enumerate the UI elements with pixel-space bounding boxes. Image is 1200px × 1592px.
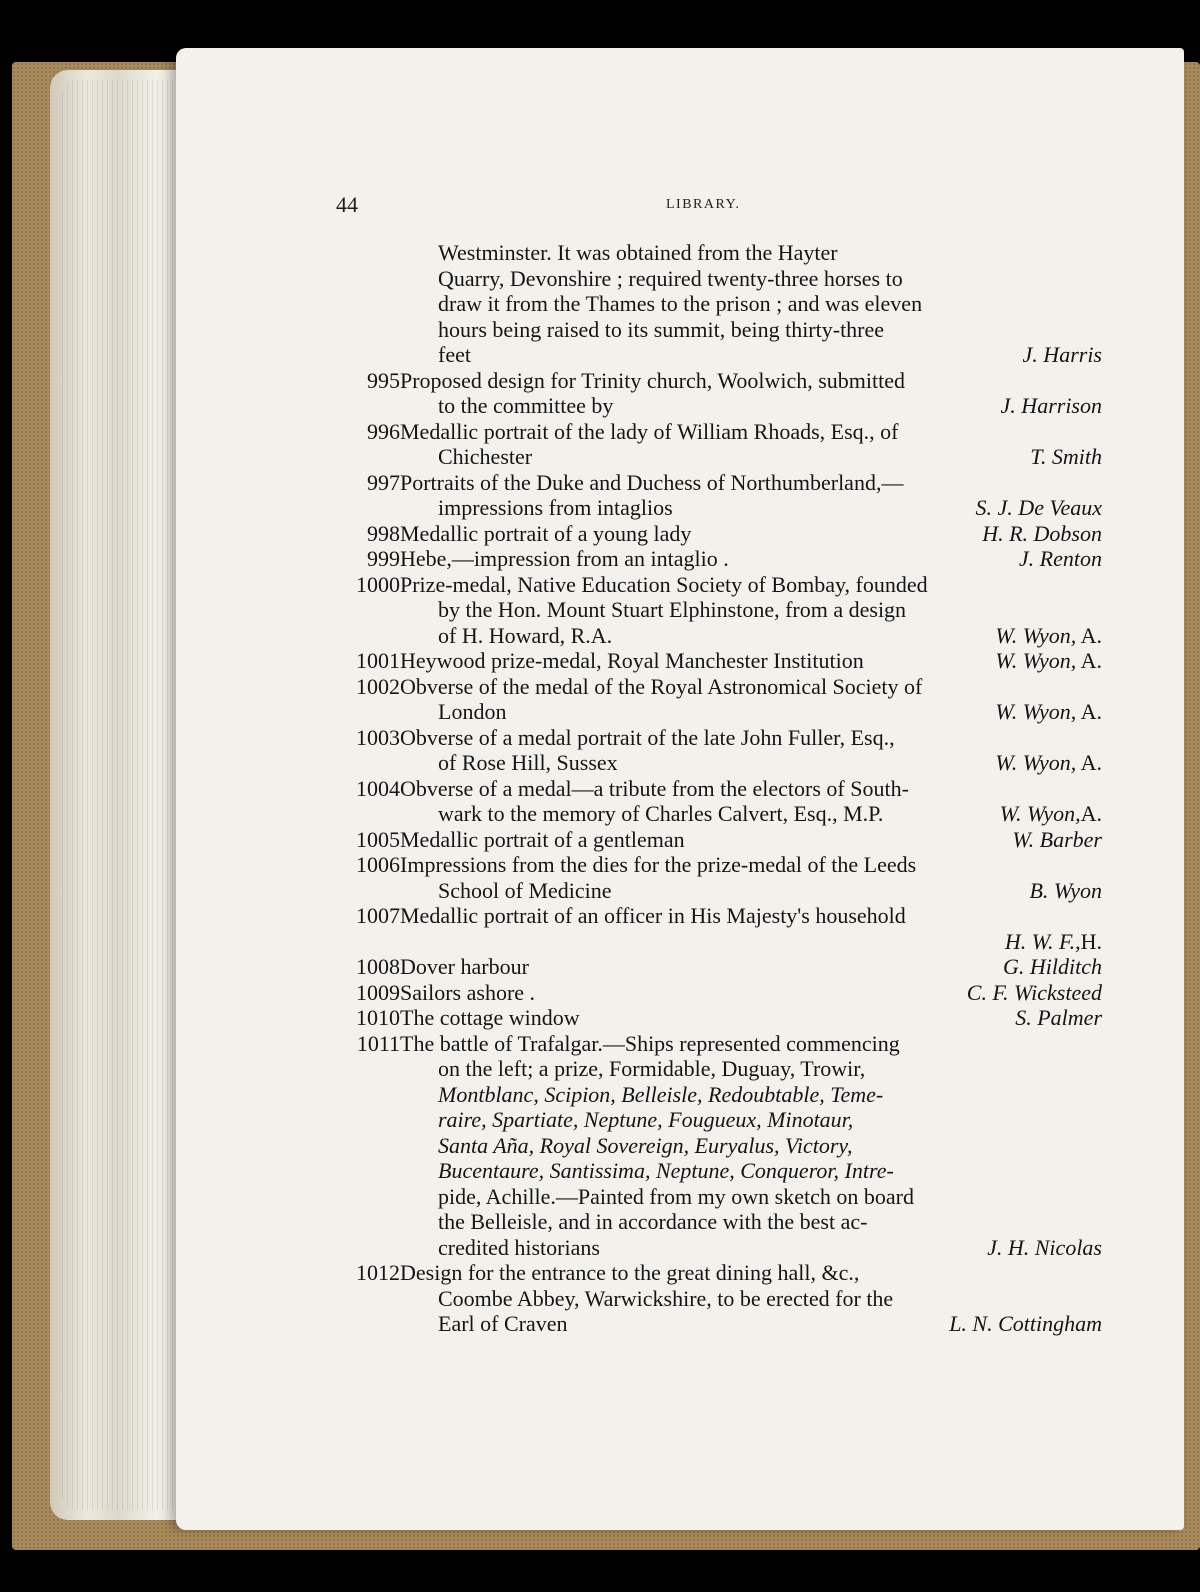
artist-name: W. Wyon,	[995, 699, 1077, 724]
entry-artist	[1019, 546, 1102, 572]
catalogue-line	[336, 776, 1102, 802]
catalogue-line	[336, 393, 1102, 419]
artist-suffix: H.	[1080, 928, 1102, 954]
catalogue-line	[336, 1235, 1102, 1261]
artist-name: S. J. De Veaux	[975, 495, 1102, 520]
entry-number: 998	[367, 520, 400, 546]
entry-artist	[1029, 878, 1102, 904]
artist-suffix: A.	[1076, 699, 1102, 724]
catalogue-line	[336, 1082, 1102, 1108]
catalogue-line	[336, 470, 1102, 496]
catalogue-line	[336, 827, 1102, 853]
entry-text: Earl of Craven	[438, 1311, 568, 1336]
catalogue-line	[336, 317, 1102, 343]
entry-number: 1008	[356, 954, 400, 979]
entry-text: School of Medicine	[438, 877, 612, 903]
entry-text: draw it from the Thames to the prison ; and was eleven	[438, 291, 923, 316]
entry-text: Impressions from the dies for the prize-medal of the Leeds	[400, 852, 917, 877]
entry-number: 1007	[356, 903, 400, 928]
entry-number: 1009	[356, 979, 400, 1005]
entry-text: Quarry, Devonshire ; required twenty-three horses to	[438, 265, 903, 291]
entry-text: on the left; a prize, Formidable, Duguay, Trowir,	[438, 1056, 866, 1081]
entry-text: impressions from intaglios	[438, 495, 673, 520]
catalogue-line	[336, 266, 1102, 292]
entry-text: raire, Spartiate, Neptune, Fougueux, Minotaur,	[438, 1107, 854, 1132]
entry-text: Design for the entrance to the great dining hall, &c.,	[400, 1260, 860, 1285]
catalogue-line	[336, 1311, 1102, 1337]
entry-number: 1011	[356, 1030, 400, 1056]
entry-artist	[967, 980, 1102, 1006]
entry-artist	[995, 623, 1102, 649]
entry-number: 997	[367, 469, 400, 495]
entry-artist	[987, 1235, 1102, 1261]
entry-text: Portraits of the Duke and Duchess of Northumberland,—	[400, 469, 904, 495]
entry-artist	[1001, 393, 1102, 419]
entry-number: 1003	[356, 724, 400, 750]
entry-text: London	[438, 699, 507, 724]
entry-artist	[1023, 342, 1102, 368]
entry-text: Obverse of a medal—a tribute from the electors of South-	[400, 775, 909, 801]
artist-name: S. Palmer	[1015, 1005, 1102, 1030]
entry-text: by the Hon. Mount Stuart Elphinstone, from a design	[438, 597, 907, 622]
entry-artist	[995, 699, 1102, 725]
entry-number: 1012	[356, 1260, 400, 1285]
entry-text: Montblanc, Scipion, Belleisle, Redoubtable, Teme-	[438, 1081, 884, 1107]
artist-name: B. Wyon	[1029, 877, 1102, 903]
catalogue-line	[336, 419, 1102, 445]
artist-name: G. Hilditch	[1003, 954, 1102, 979]
catalogue-line	[336, 1005, 1102, 1031]
entry-number: 1006	[356, 852, 400, 877]
entry-text: wark to the memory of Charles Calvert, Esq., M.P.	[438, 801, 884, 826]
catalogue-line	[336, 852, 1102, 878]
entry-text: Prize-medal, Native Education Society of Bombay, founded	[400, 571, 928, 597]
catalogue-line	[336, 240, 1102, 266]
catalogue-line	[336, 521, 1102, 547]
entry-text: of H. Howard, R.A.	[438, 622, 613, 648]
catalogue-line	[336, 1107, 1102, 1133]
artist-name: L. N. Cottingham	[949, 1311, 1102, 1336]
catalogue-line	[336, 1056, 1102, 1082]
entry-text: Obverse of the medal of the Royal Astronomical Society of	[400, 673, 923, 699]
entry-number: 999	[367, 546, 400, 571]
page-header	[336, 192, 1066, 222]
artist-name: C. F. Wicksteed	[966, 979, 1102, 1005]
artist-name: W. Wyon,	[999, 801, 1081, 826]
artist-name: W. Wyon,	[995, 622, 1077, 648]
artist-name: J. Harris	[1022, 342, 1102, 367]
entry-number: 1002	[356, 673, 400, 699]
entry-number: 1001	[356, 648, 400, 673]
catalogue-line	[336, 623, 1102, 649]
artist-name: W. Wyon,	[995, 750, 1077, 775]
entry-text: Coombe Abbey, Warwickshire, to be erected for the	[438, 1285, 894, 1311]
catalogue-line	[336, 929, 1102, 955]
entry-text: Obverse of a medal portrait of the late John Fuller, Esq.,	[400, 724, 895, 750]
entry-number: 1005	[356, 826, 400, 852]
artist-suffix: A.	[1076, 648, 1102, 673]
catalogue-line	[336, 699, 1102, 725]
catalogue-line	[336, 1031, 1102, 1057]
catalogue-line	[336, 1158, 1102, 1184]
entry-text: feet	[438, 342, 471, 367]
catalogue-line	[336, 495, 1102, 521]
catalogue-line	[336, 801, 1102, 827]
entry-text: Sailors ashore .	[400, 979, 536, 1005]
entry-artist	[995, 750, 1102, 776]
entry-text: Chichester	[438, 444, 533, 469]
entry-text: Proposed design for Trinity church, Woolwich, submitted	[400, 367, 906, 393]
entry-text: Medallic portrait of an officer in His Majesty's household	[400, 903, 906, 928]
entry-number: 1010	[356, 1005, 400, 1030]
catalogue-line	[336, 444, 1102, 470]
entry-artist	[976, 495, 1102, 521]
entry-artist	[1000, 801, 1102, 827]
entry-text: of Rose Hill, Sussex	[438, 750, 618, 775]
entry-text: Medallic portrait of a gentleman	[400, 826, 685, 852]
entry-text: The cottage window	[400, 1005, 580, 1030]
entry-number: 995	[367, 367, 400, 393]
catalogue-line	[336, 878, 1102, 904]
catalogue-line	[336, 903, 1102, 929]
catalogue-line	[336, 1184, 1102, 1210]
catalogue-line	[336, 546, 1102, 572]
catalogue-line	[336, 1260, 1102, 1286]
entry-text: Santa Aña, Royal Sovereign, Euryalus, Victory,	[438, 1132, 853, 1158]
entry-text: Heywood prize-medal, Royal Manchester Institution	[400, 648, 864, 673]
entry-text: Hebe,—impression from an intaglio .	[400, 546, 729, 571]
page-number: 44	[336, 192, 358, 217]
catalogue-line	[336, 980, 1102, 1006]
catalogue-line	[336, 597, 1102, 623]
running-head: LIBRARY.	[666, 197, 741, 212]
artist-name: W. Wyon,	[995, 648, 1077, 673]
entry-artist	[1012, 827, 1102, 853]
artist-name: J. H. Nicolas	[987, 1234, 1102, 1260]
entry-artist	[1005, 929, 1102, 955]
entry-text: The battle of Trafalgar.—Ships represented commencing	[400, 1030, 900, 1056]
entry-text: hours being raised to its summit, being thirty-three	[438, 316, 885, 342]
catalogue-line	[336, 725, 1102, 751]
catalogue-line	[336, 674, 1102, 700]
catalogue-line	[336, 1209, 1102, 1235]
entry-artist	[1003, 954, 1102, 980]
artist-name: W. Barber	[1012, 826, 1102, 852]
catalogue-line	[336, 750, 1102, 776]
artist-name: H. W. F.,	[1004, 928, 1081, 954]
catalogue-entries	[336, 240, 1102, 1337]
entry-artist	[995, 648, 1102, 674]
artist-suffix: A.	[1076, 750, 1102, 775]
catalogue-line	[336, 648, 1102, 674]
artist-name: T. Smith	[1030, 444, 1102, 469]
entry-text: Medallic portrait of the lady of William Rhoads, Esq., of	[400, 418, 899, 444]
artist-name: H. R. Dobson	[982, 520, 1102, 546]
artist-suffix: A.	[1076, 622, 1102, 648]
catalogue-line	[336, 291, 1102, 317]
entry-text: to the committee by	[438, 393, 614, 418]
page-edge-texture	[62, 80, 192, 1510]
entry-artist	[982, 521, 1102, 547]
entry-number: 1004	[356, 775, 400, 801]
artist-name: J. Harrison	[1000, 393, 1102, 418]
catalogue-line	[336, 1286, 1102, 1312]
catalogue-line	[336, 572, 1102, 598]
entry-number: 996	[367, 418, 400, 444]
entry-text: Medallic portrait of a young lady	[400, 520, 692, 546]
artist-name: J. Renton	[1018, 546, 1102, 571]
entry-text: pide, Achille.—Painted from my own sketch on board	[438, 1183, 914, 1209]
entry-text: Bucentaure, Santissima, Neptune, Conqueror, Intre-	[438, 1158, 894, 1183]
entry-artist	[1030, 444, 1102, 470]
entry-text: Dover harbour	[400, 954, 529, 979]
entry-artist	[1015, 1005, 1102, 1031]
catalogue-line	[336, 954, 1102, 980]
catalogue-line	[336, 368, 1102, 394]
entry-number: 1000	[356, 571, 400, 597]
artist-suffix: A.	[1080, 801, 1102, 826]
entry-text: credited historians	[438, 1234, 600, 1260]
entry-text: the Belleisle, and in accordance with the best ac-	[438, 1209, 868, 1234]
entry-text: Westminster. It was obtained from the Hayter	[438, 240, 838, 265]
catalogue-line	[336, 1133, 1102, 1159]
catalogue-line	[336, 342, 1102, 368]
entry-artist	[949, 1311, 1102, 1337]
